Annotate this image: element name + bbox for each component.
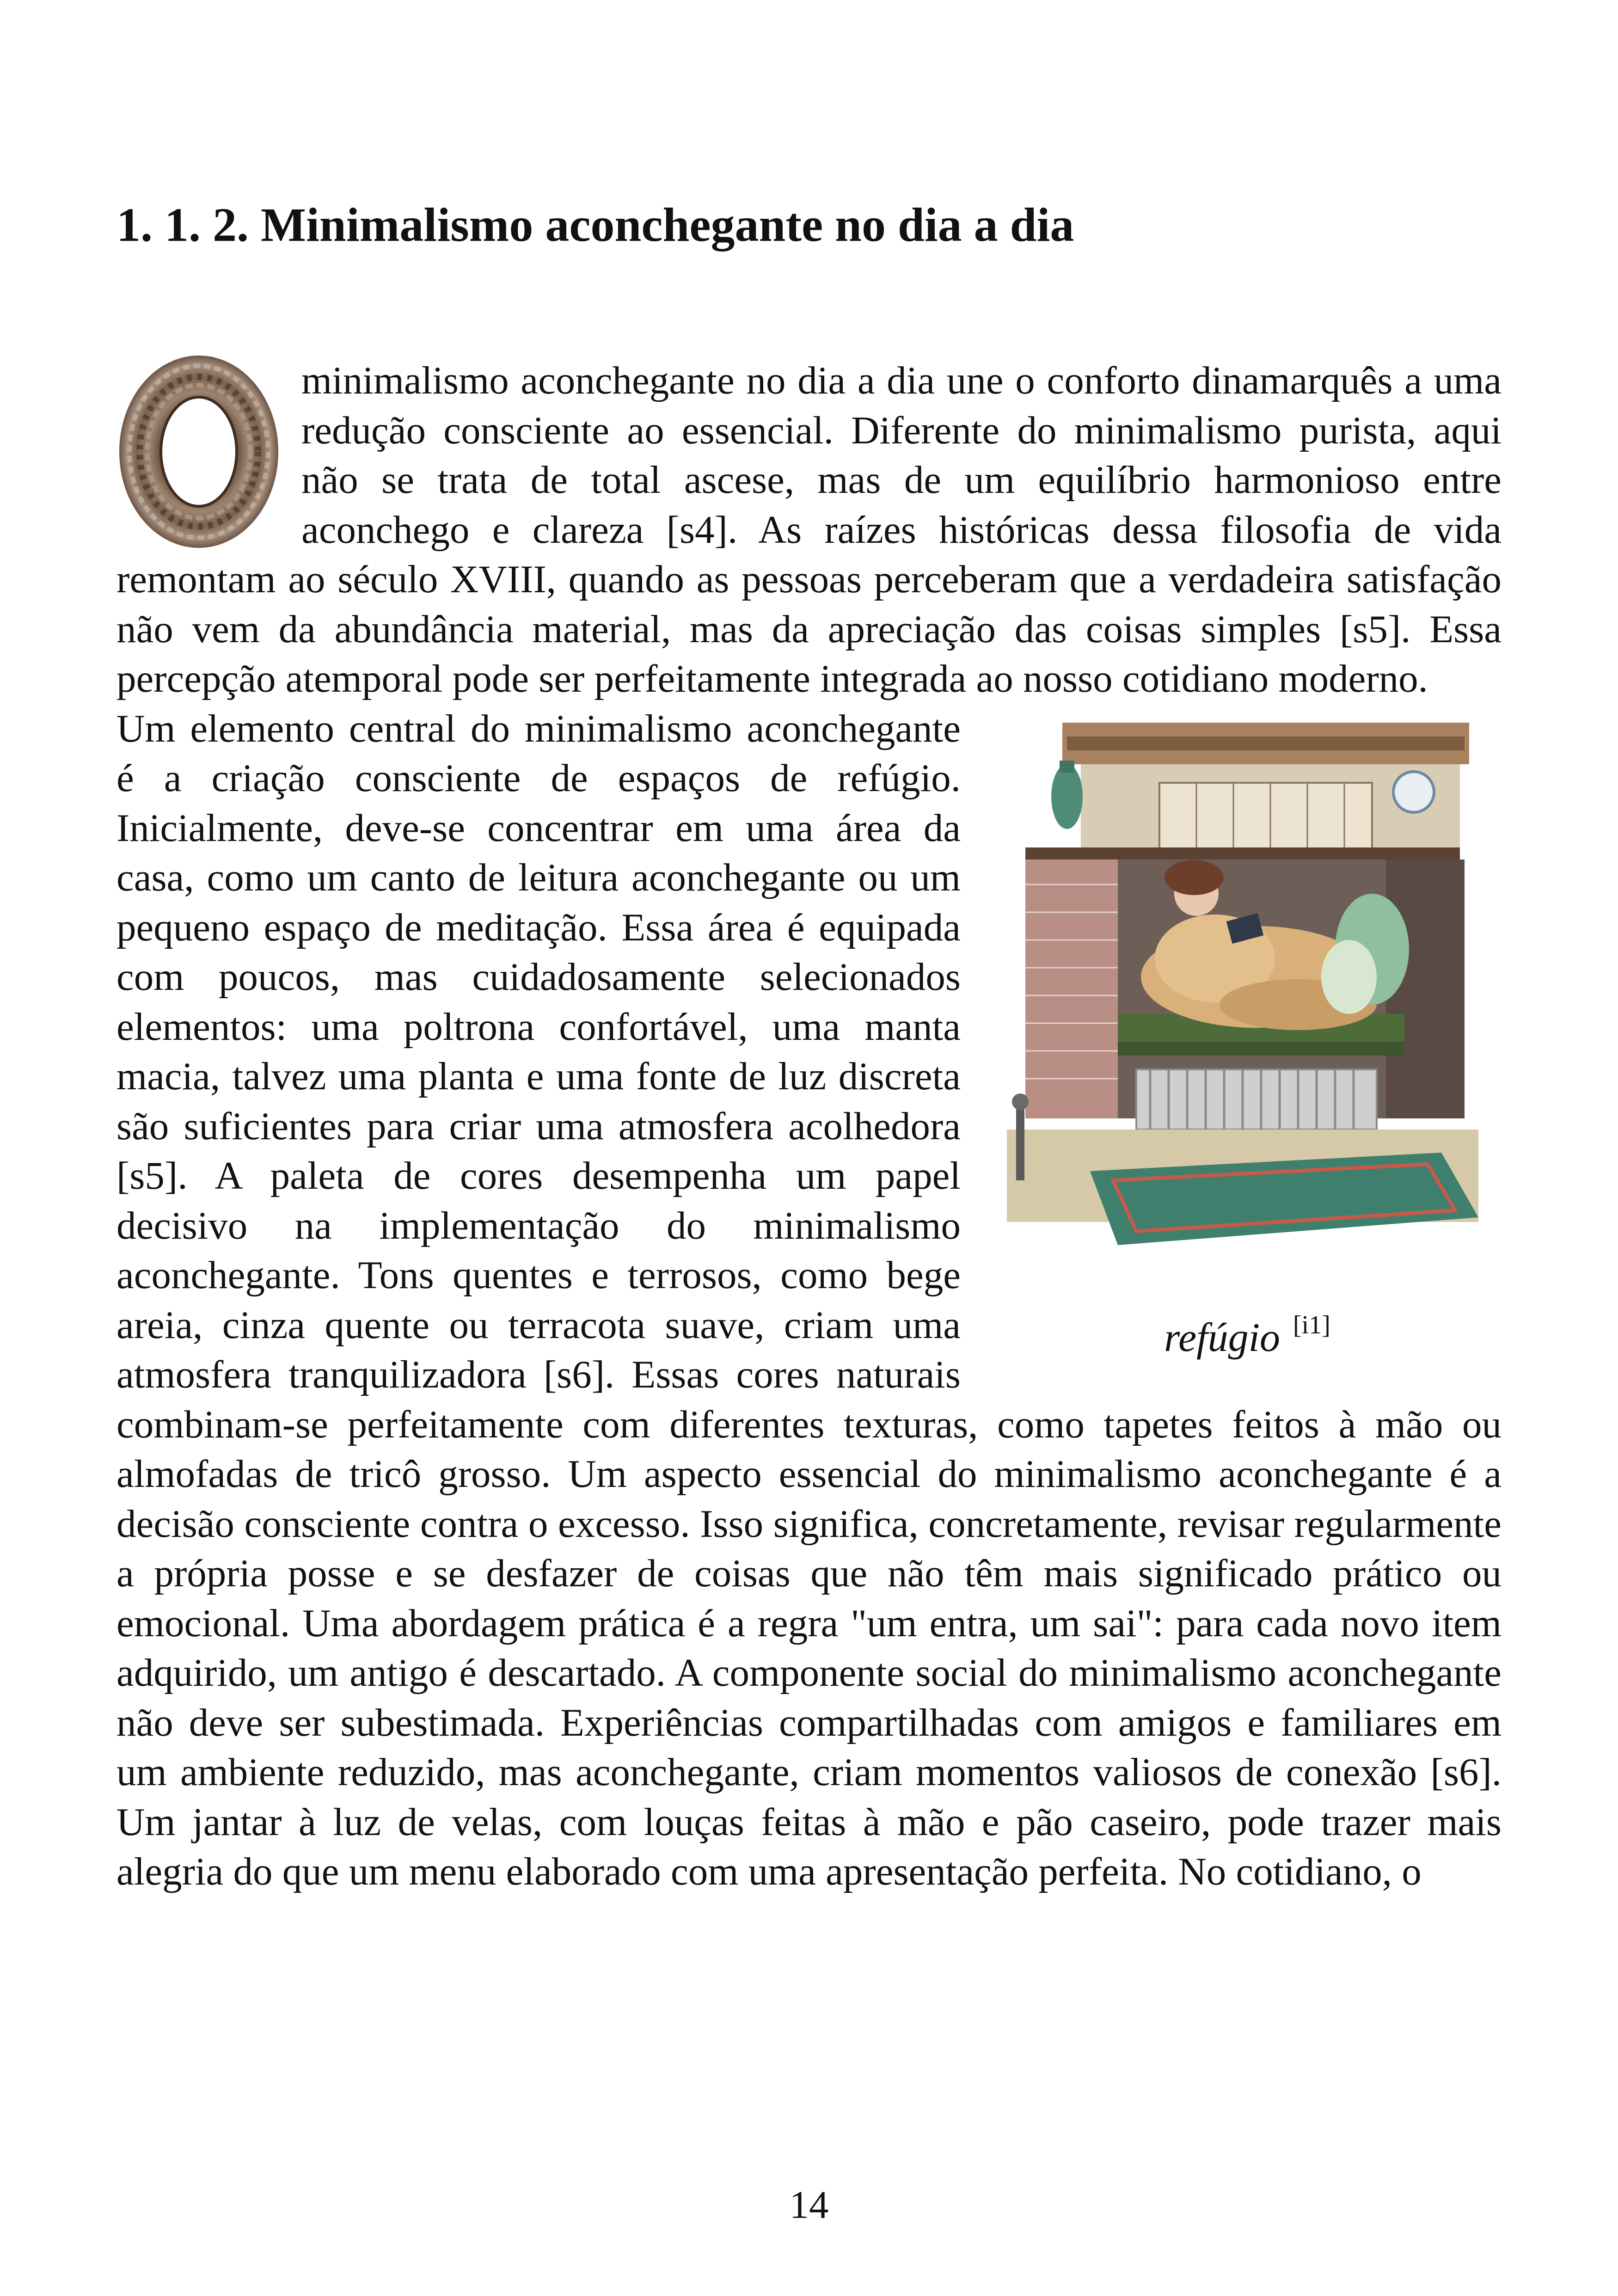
- dropcap-o-illustration: [116, 352, 292, 551]
- reading-nook-illustration: [998, 718, 1483, 1259]
- paragraph-main: Um elemento central do minimalismo aconchegante é a criação consciente de espaços de refúgio. Inicialmente, deve-se concentrar em uma área da casa, como um canto de leitura aconchegante ou um pequeno espaço de meditação. Essa área é equipada com poucos, mas cuidadosamente selecionados elementos: uma poltrona confortável, uma manta macia, talvez uma planta e uma fonte de luz discreta são suficientes para criar uma atmosfera acolhedora [s5]. A paleta de cores desempenha um papel decisivo na implementação do minimalismo aconchegante. Tons quentes e terrosos, como bege areia, cinza quente ou terracota suave, criam uma atmosfera tranquilizadora [s6]. Essas cores naturais combinam-se perfeitamente com diferentes texturas, como tapetes feitos à mão ou almofadas de tricô grosso. Um aspecto essencial do minimalismo aconchegante é a decisão consciente contra o excesso. Isso significa, concretamente, revisar regularmente a própria posse e se desfazer de coisas que não têm mais significado prático ou emocional. Uma abordagem prática é a regra "um entra, um sai": para cada novo item adquirido, um antigo é descartado. A componente social do minimalismo aconchegante não deve ser subestimada. Experiências compartilhadas com amigos e familiares em um ambiente reduzido, mas aconchegante, criam momentos valiosos de conexão [s6]. Um jantar à luz de velas, com louças feitas à mão e pão caseiro, pode trazer mais alegria do que um menu elaborado com uma apresentação perfeita. No cotidiano, o: [116, 706, 1502, 1893]
- fur-letter-o-image: [116, 352, 283, 551]
- figure-reference: [i1]: [1293, 1310, 1330, 1339]
- paragraph-intro: minimalismo aconchegante no dia a dia une o conforto dinamarquês a uma redução consciente ao essencial. Diferente do minimalismo purista, aqui não se trata de total ascese, mas de um equilíbrio harmonioso entre aconchego e clareza [s4]. As raízes históricas dessa filosofia de vida remontam ao século XVIII, quando as pessoas perceberam que a verdadeira satisfação não vem da abundância material, mas da apreciação das coisas simples [s5]. Essa percepção atemporal pode ser perfeitamente integrada ao nosso cotidiano moderno.: [116, 359, 1502, 700]
- section-heading: 1. 1. 2. Minimalismo aconchegante no dia a dia: [116, 198, 1074, 252]
- figure-refugio: [993, 704, 1502, 1381]
- page-number: 14: [789, 2183, 829, 2227]
- body-text: [116, 356, 1502, 1897]
- figure-caption-text: refúgio: [1164, 1315, 1281, 1360]
- figure-caption: [993, 1301, 1502, 1363]
